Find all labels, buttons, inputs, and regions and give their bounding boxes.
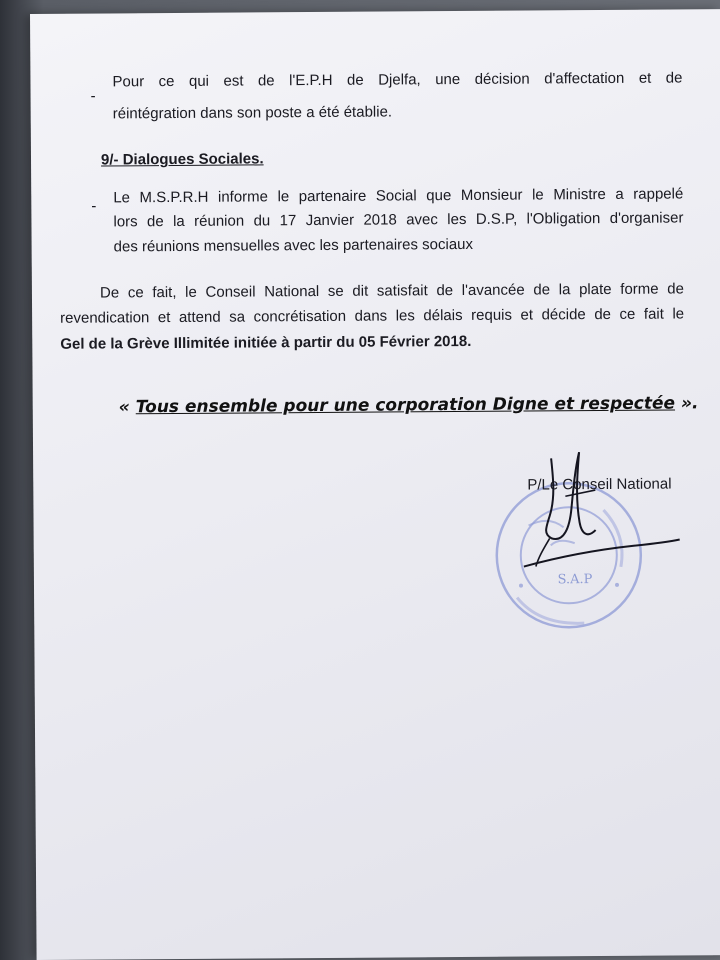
signature-label: P/Le Conseil National: [527, 475, 672, 494]
svg-text:S.A.P: S.A.P: [557, 572, 593, 588]
para2-line2: lors de la réunion du 17 Janvier 2018 avec les D.S.P, l'Obligation d'organiser: [113, 209, 684, 231]
slogan-text: Tous ensemble pour une corporation Digne et respectée: [135, 393, 676, 418]
document-page: [30, 9, 720, 960]
closing-slogan: « Tous ensemble pour une corporation Digne et respectée ».: [118, 393, 699, 418]
para3-line3-bold: Gel de la Grève Illimitée initiée à partir du 05 Février 2018.: [60, 332, 472, 353]
para1-line2: réintégration dans son poste a été établie.: [112, 103, 393, 123]
para1-line1: Pour ce qui est de l'E.P.H de Djelfa, une décision d'affectation et de: [112, 69, 683, 91]
bullet-dash: -: [91, 197, 97, 215]
para2-line1: Le M.S.P.R.H informe le partenaire Social que Monsieur le Ministre a rappelé: [113, 185, 684, 207]
para3-line1: De ce fait, le Conseil National se dit satisfait de l'avancée de la plate forme de: [99, 280, 684, 302]
para3-line2: revendication et attend sa concrétisation dans les délais requis et décide de ce fait le: [60, 305, 685, 327]
bullet-dash: -: [90, 87, 96, 105]
handwritten-signature: [483, 437, 684, 588]
section-heading: 9/- Dialogues Sociales.: [100, 150, 264, 169]
para2-line3: des réunions mensuelles avec les partenaires sociaux: [113, 235, 474, 256]
